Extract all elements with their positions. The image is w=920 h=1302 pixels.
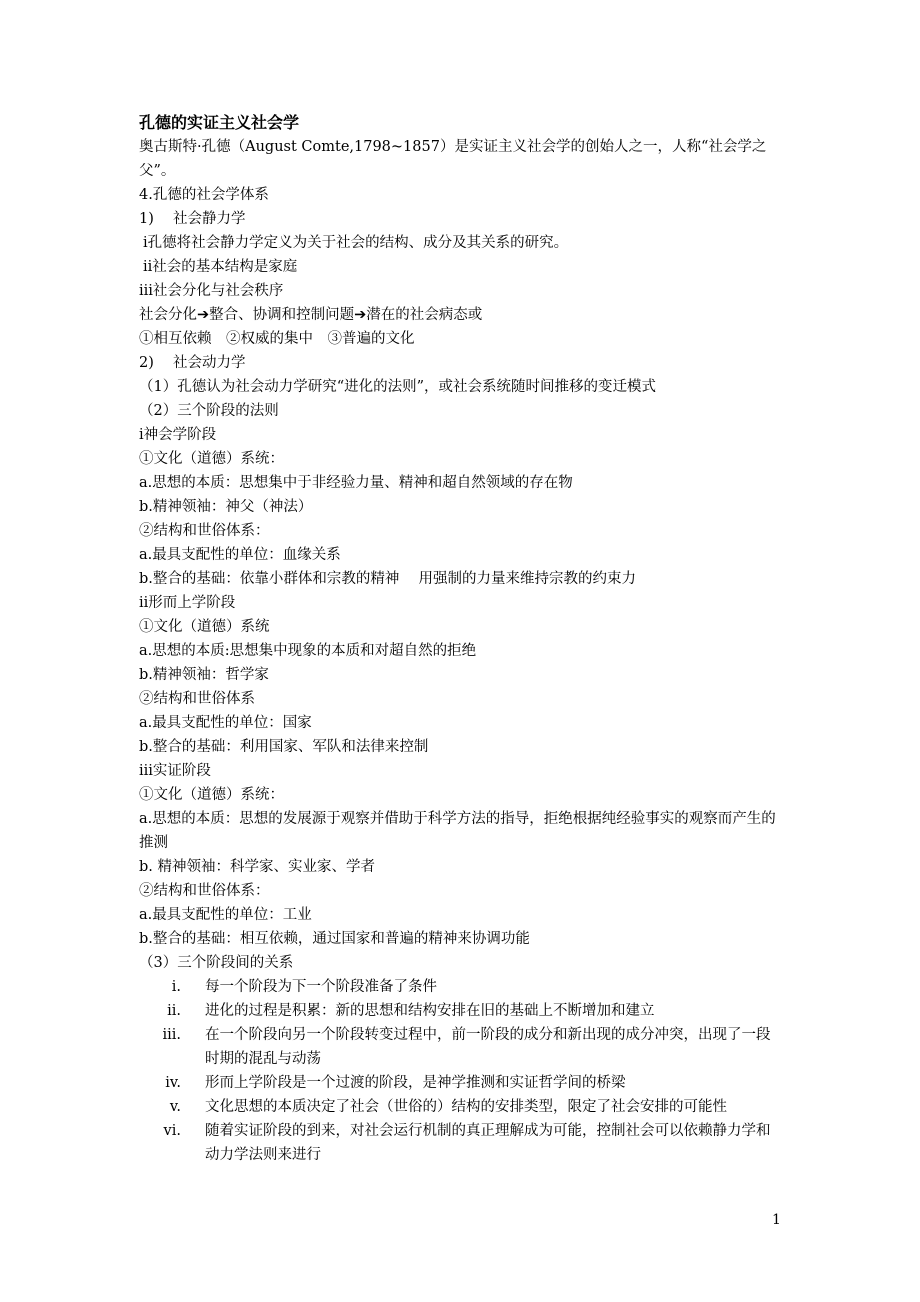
paragraph: 奥古斯特·孔德（August Comte,1798~1857）是实证主义社会学的创始人之一，人称“社会学之父”。 bbox=[139, 139, 767, 179]
page-number: 1 bbox=[772, 1212, 781, 1228]
list-text: 随着实证阶段的到来，对社会运行机制的真正理解成为可能，控制社会可以依赖静力学和动力学法则来进行 bbox=[205, 1123, 771, 1163]
subsection-heading: 1) 社会静力学 bbox=[139, 211, 246, 227]
section-heading: 4.孔德的社会学体系 bbox=[139, 187, 269, 203]
stage-relations-list bbox=[139, 975, 784, 1167]
paragraph: （2）三个阶段的法则 bbox=[139, 403, 279, 419]
list-number: i. bbox=[171, 979, 181, 995]
list-item bbox=[139, 1095, 784, 1119]
list-text: 文化思想的本质决定了社会（世俗的）结构的安排类型，限定了社会安排的可能性 bbox=[205, 1099, 727, 1115]
list-text: 每一个阶段为下一个阶段准备了条件 bbox=[205, 979, 437, 995]
list-number: iii. bbox=[162, 1027, 181, 1043]
list-text: 在一个阶段向另一个阶段转变过程中，前一阶段的成分和新出现的成分冲突，出现了一段时期的混乱与动荡 bbox=[205, 1027, 771, 1067]
document-title: 孔德的实证主义社会学 bbox=[139, 113, 300, 132]
paragraph: 社会分化➔整合、协调和控制问题➔潜在的社会病态或 bbox=[139, 307, 483, 323]
paragraph: b. 精神领袖：科学家、实业家、学者 bbox=[139, 859, 375, 875]
list-text: 进化的过程是积累：新的思想和结构安排在旧的基础上不断增加和建立 bbox=[205, 1003, 655, 1019]
paragraph: a.思想的本质：思想集中于非经验力量、精神和超自然领域的存在物 bbox=[139, 475, 573, 491]
paragraph: b.整合的基础：利用国家、军队和法律来控制 bbox=[139, 739, 429, 755]
list-number: ii. bbox=[167, 1003, 181, 1019]
paragraph: b.整合的基础：依靠小群体和宗教的精神 用强制的力量来维持宗教的约束力 bbox=[139, 571, 636, 587]
list-number: iv. bbox=[165, 1075, 181, 1091]
list-number: vi. bbox=[163, 1123, 181, 1139]
list-text: 形而上学阶段是一个过渡的阶段，是神学推测和实证哲学间的桥梁 bbox=[205, 1075, 626, 1091]
paragraph: a.最具支配性的单位：工业 bbox=[139, 907, 312, 923]
paragraph: a.思想的本质：思想的发展源于观察并借助于科学方法的指导，拒绝根据纯经验事实的观察而产生的推测 bbox=[139, 811, 776, 851]
list-number: v. bbox=[169, 1099, 181, 1115]
paragraph: ⅱ社会的基本结构是家庭 bbox=[143, 259, 298, 275]
paragraph: b.精神领袖：哲学家 bbox=[139, 667, 269, 683]
list-item bbox=[139, 1023, 784, 1071]
paragraph: ①文化（道德）系统： bbox=[139, 787, 284, 803]
list-item bbox=[139, 975, 784, 999]
paragraph: a.思想的本质:思想集中现象的本质和对超自然的拒绝 bbox=[139, 643, 477, 659]
paragraph: ①相互依赖 ②权威的集中 ③普遍的文化 bbox=[139, 331, 415, 347]
paragraph: ①文化（道德）系统： bbox=[139, 451, 284, 467]
paragraph: a.最具支配性的单位：血缘关系 bbox=[139, 547, 341, 563]
list-item bbox=[139, 1119, 784, 1167]
paragraph: （1）孔德认为社会动力学研究“进化的法则”，或社会系统随时间推移的变迁模式 bbox=[139, 379, 657, 395]
paragraph: a.最具支配性的单位：国家 bbox=[139, 715, 312, 731]
list-item bbox=[139, 1071, 784, 1095]
paragraph: ⅲ实证阶段 bbox=[139, 763, 211, 779]
paragraph: ⅲ社会分化与社会秩序 bbox=[139, 283, 284, 299]
paragraph: ②结构和世俗体系： bbox=[139, 883, 270, 899]
paragraph: ①文化（道德）系统 bbox=[139, 619, 270, 635]
paragraph: ⅰ孔德将社会静力学定义为关于社会的结构、成分及其关系的研究。 bbox=[143, 235, 569, 251]
paragraph: ②结构和世俗体系 bbox=[139, 691, 255, 707]
document-body bbox=[139, 111, 784, 1167]
paragraph: ⅰ神会学阶段 bbox=[139, 427, 217, 443]
subsection-heading: 2) 社会动力学 bbox=[139, 355, 246, 371]
paragraph: （3）三个阶段间的关系 bbox=[139, 955, 294, 971]
paragraph: ②结构和世俗体系： bbox=[139, 523, 270, 539]
paragraph: b.精神领袖：神父（神法） bbox=[139, 499, 313, 515]
paragraph: b.整合的基础：相互依赖，通过国家和普遍的精神来协调功能 bbox=[139, 931, 530, 947]
list-item bbox=[139, 999, 784, 1023]
paragraph: ⅱ形而上学阶段 bbox=[139, 595, 236, 611]
